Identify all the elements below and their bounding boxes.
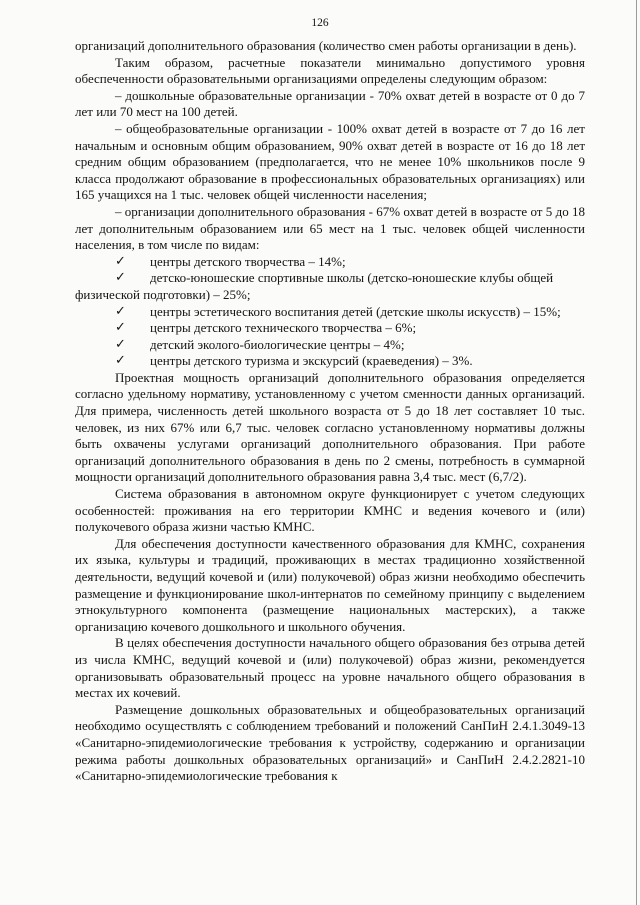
- check-icon: ✓: [115, 320, 126, 336]
- paragraph-intro: Таким образом, расчетные показатели минимально допустимого уровня обеспеченности образовательными организациями определены следующим образом:: [75, 54, 585, 87]
- paragraph-education-system: Система образования в автономном округе функционирует с учетом следующих особенностей: проживания на его территории КМНС и ведения кочевого и (или) полукочевого образа жизни частью КМНС.: [75, 486, 585, 535]
- check-list-item: [75, 270, 585, 303]
- list-item-preschool: – дошкольные образовательные организации - 70% охват детей в возрасте от 0 до 7 лет или 70 мест на 100 детей.: [75, 87, 585, 120]
- paragraph-continuation: организаций дополнительного образования (количество смен работы организации в день).: [75, 38, 577, 53]
- check-list-item: [75, 254, 585, 271]
- check-list-item: [75, 304, 585, 321]
- check-list-item-text: центры детского туризма и экскурсий (краеведения) – 3%.: [150, 353, 473, 369]
- list-item-general-education: – общеобразовательные организации - 100% охват детей в возрасте от 7 до 16 лет начальным и основным общим образованием, 90% охват детей в возрасте от 16 до 18 лет средним общим образованием (предполагается, что не менее 10% школьников после 9 класса продолжают образование в профессиональных образовательных организациях) или 165 учащихся на 1 тыс. человек общей численности населения;: [75, 120, 585, 203]
- check-icon: ✓: [115, 270, 126, 286]
- page-edge-line: [636, 0, 637, 905]
- paragraph-primary-education: В целях обеспечения доступности начального общего образования без отрыва детей из числа КМНС, ведущий кочевой и (или) полукочевой) образ жизни, рекомендуется организовывать образовательный процесс на уровне начального общего образования в местах их кочевий.: [75, 635, 585, 701]
- check-list-item-text: центры детского технического творчества – 6%;: [150, 320, 417, 336]
- check-list-item: [75, 320, 585, 337]
- check-icon: ✓: [115, 253, 126, 269]
- check-icon: ✓: [115, 303, 126, 319]
- paragraph-accessibility: Для обеспечения доступности качественного образования для КМНС, сохранения их языка, культуры и традиций, проживающих в местах традиционно хозяйственной деятельности, ведущий кочевой и (или) полукочевой) образ жизни необходимо обеспечить размещение и функционирование школ-интернатов по семейному принципу с выделением этнокультурного компонента (размещение национальных мастерских), а также организацию кочевого дошкольного и школьного обучения.: [75, 535, 585, 634]
- check-list-item: [75, 353, 585, 370]
- check-icon: ✓: [115, 336, 126, 352]
- page-number: 126: [311, 17, 329, 29]
- paragraph-placement: Размещение дошкольных образовательных и общеобразовательных организаций необходимо осуществлять с соблюдением требований и положений СанПиН 2.4.1.3049-13 «Санитарно-эпидемиологические требования к устройству, содержанию и организации режима работы дошкольных образовательных организаций» и СанПиН 2.4.2.2821-10 «Санитарно-эпидемиологические требования к: [75, 701, 585, 784]
- checkmark-list: [75, 254, 585, 370]
- check-icon: ✓: [115, 353, 126, 369]
- check-list-item-text: центры детского творчества – 14%;: [150, 253, 346, 269]
- check-list-item: [75, 337, 585, 354]
- check-list-item-text: детско-юношеские спортивные школы (детско-юношеские клубы общей физической подготовки) – 25%;: [75, 270, 554, 302]
- check-list-item-text: центры эстетического воспитания детей (детские школы искусств) – 15%;: [150, 303, 561, 319]
- paragraph-design-capacity: Проектная мощность организаций дополнительного образования определяется согласно удельному нормативу, установленному с учетом сменности данных организаций. Для примера, численность детей школьного возраста от 5 до 18 лет составляет 10 тыс. человек, из них 67% или 6,7 тыс. человек согласно установленному нормативы должны быть охвачены услугами организаций дополнительного образования. При работе организаций дополнительного образования в день по 2 смены, потребность в суммарной мощности организаций дополнительного образования равна 3,4 тыс. мест (6,7/2).: [75, 369, 585, 485]
- check-list-item-text: детский эколого-биологические центры – 4%;: [150, 336, 405, 352]
- page-body: [75, 38, 585, 785]
- list-item-additional-education: – организации дополнительного образования - 67% охват детей в возрасте от 5 до 18 лет дополнительным образованием или 65 мест на 1 тыс. человек общей численности населения, в том числе по видам:: [75, 203, 585, 253]
